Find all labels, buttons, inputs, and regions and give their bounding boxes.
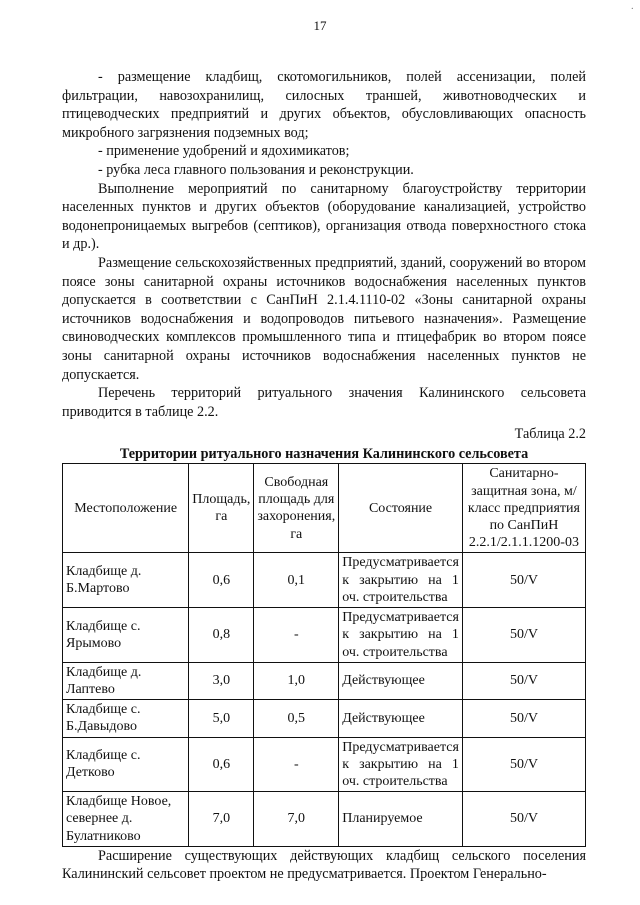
- table-row: [63, 700, 586, 737]
- table-row: [63, 608, 586, 663]
- table-caption: Таблица 2.2: [514, 426, 586, 443]
- table-row: [63, 792, 586, 847]
- cell-sanitary-zone: 50/V: [462, 608, 585, 663]
- paragraph: Перечень территорий ритуального значения Калининского сельсовета приводится в таблице 2.2.: [62, 385, 586, 420]
- header-free-area: Свободная площадь для захоронения, га: [254, 464, 339, 553]
- cell-location: Кладбище с. Б.Давыдово: [63, 700, 189, 737]
- cell-location: Кладбище д. Б.Мартово: [63, 553, 189, 608]
- cell-free-area: 0,1: [254, 553, 339, 608]
- table-row: [63, 737, 586, 792]
- corner-mark: ·: [630, 4, 634, 15]
- header-sanitary-zone: Санитарно-защитная зона, м/класс предприятия по СанПиН 2.2.1/2.1.1.1200-03: [462, 464, 585, 553]
- cell-location: Кладбище Новое, севернее д. Булатниково: [63, 792, 189, 847]
- cell-state: Предусматривается к закрытию на 1 оч. строительства: [339, 553, 463, 608]
- cell-sanitary-zone: 50/V: [462, 662, 585, 699]
- cell-sanitary-zone: 50/V: [462, 792, 585, 847]
- cell-state: Действующее: [339, 700, 463, 737]
- header-location: Местоположение: [63, 464, 189, 553]
- cell-free-area: -: [254, 737, 339, 792]
- paragraph: - применение удобрений и ядохимикатов;: [98, 143, 350, 160]
- cell-free-area: 0,5: [254, 700, 339, 737]
- cemetery-table: [62, 463, 586, 846]
- cell-sanitary-zone: 50/V: [462, 737, 585, 792]
- cell-area: 0,8: [189, 608, 254, 663]
- table-title: Территории ритуального назначения Калининского сельсовета: [119, 445, 529, 462]
- cell-state: Предусматривается к закрытию на 1 оч. строительства: [339, 608, 463, 663]
- cell-location: Кладбище с. Детково: [63, 737, 189, 792]
- cell-sanitary-zone: 50/V: [462, 700, 585, 737]
- cell-area: 5,0: [189, 700, 254, 737]
- cell-state: Планируемое: [339, 792, 463, 847]
- table-header-row: [63, 464, 586, 553]
- table-row: [63, 553, 586, 608]
- cell-state: Предусматривается к закрытию на 1 оч. строительства: [339, 737, 463, 792]
- paragraph: - рубка леса главного пользования и реконструкции.: [98, 161, 414, 178]
- paragraph: - размещение кладбищ, скотомогильников, полей ассенизации, полей фильтрации, навозохранилищ, силосных траншей, животноводческих и птицеводческих предприятий и других объектов, обусловливающих опасность микробного загрязнения подземных вод;: [62, 69, 586, 141]
- header-state: Состояние: [339, 464, 463, 553]
- cell-free-area: 1,0: [254, 662, 339, 699]
- cell-area: 0,6: [189, 737, 254, 792]
- cell-location: Кладбище с. Ярымово: [63, 608, 189, 663]
- cell-state: Действующее: [339, 662, 463, 699]
- cell-location: Кладбище д. Лаптево: [63, 662, 189, 699]
- cell-area: 0,6: [189, 553, 254, 608]
- paragraph: Расширение существующих действующих кладбищ сельского поселения Калининский сельсовет проектом не предусматривается. Проектом Генерально-: [62, 847, 586, 883]
- document-body: [62, 68, 586, 884]
- cell-sanitary-zone: 50/V: [462, 553, 585, 608]
- paragraph: Выполнение мероприятий по санитарному благоустройству территории населенных пунктов и других объектов (оборудование канализацией, устройство водонепроницаемых выгребов (септиков), организация отвода поверхностного стока и др.).: [62, 180, 586, 253]
- cell-free-area: -: [254, 608, 339, 663]
- header-area: Площадь, га: [189, 464, 254, 553]
- table-row: [63, 662, 586, 699]
- cell-area: 3,0: [189, 662, 254, 699]
- paragraph: Размещение сельскохозяйственных предприятий, зданий, сооружений во втором поясе зоны санитарной охраны источников водоснабжения населенных пунктов допускается в соответствии с СанПиН 2.1.4.1110-02 «Зоны санитарной охраны источников водоснабжения и водопроводов питьевого назначения». Размещение свиноводческих комплексов промышленного типа и птицефабрик во втором поясе зоны санитарной охраны источников водоснабжения населенных пунктов не допускается.: [62, 254, 586, 383]
- page-number: 17: [313, 18, 327, 33]
- cell-area: 7,0: [189, 792, 254, 847]
- cell-free-area: 7,0: [254, 792, 339, 847]
